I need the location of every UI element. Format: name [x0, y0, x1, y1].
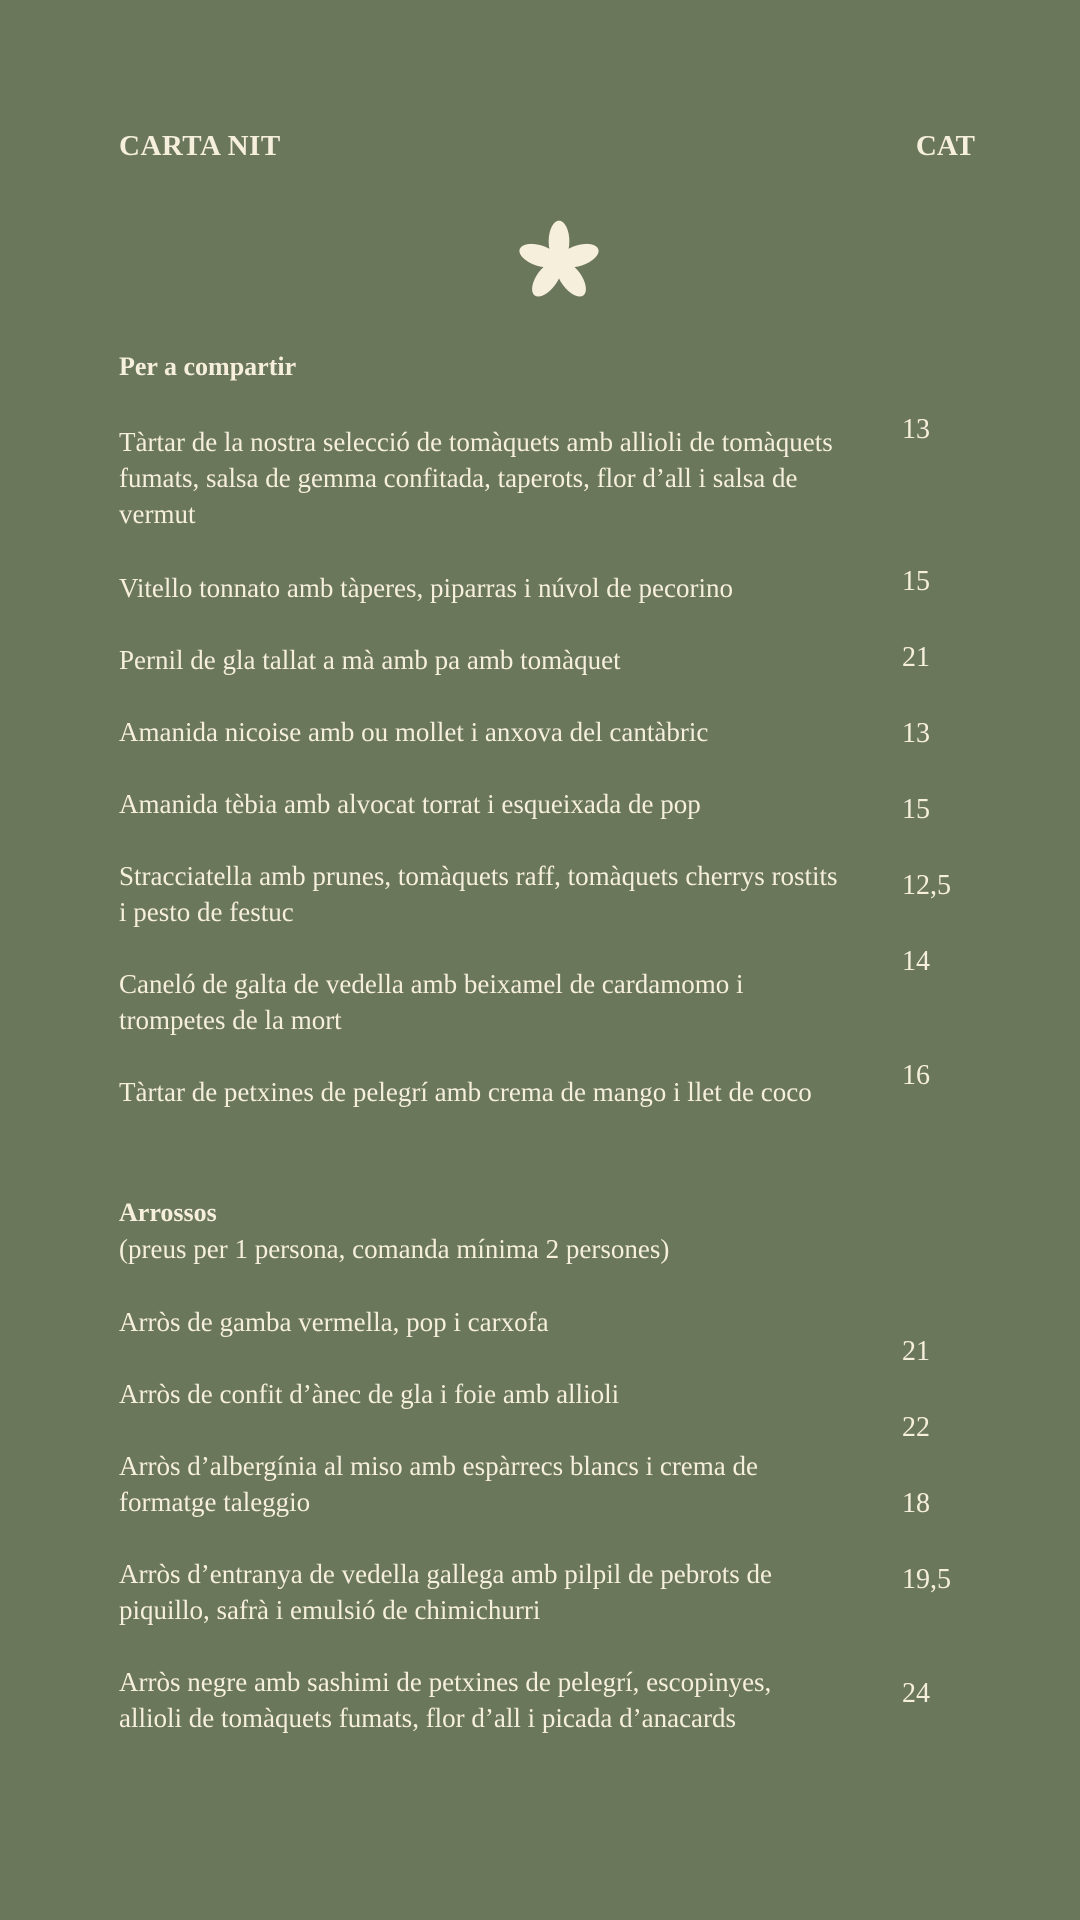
menu-item-name: Vitello tonnato amb tàperes, piparras i núvol de pecorino: [119, 573, 733, 603]
menu-item-name: Stracciatella amb prunes, tomàquets raff, tomàquets cherrys rostits i pesto de festuc: [119, 861, 838, 927]
menu-item-price: 13: [902, 414, 930, 445]
menu-title: CARTA NIT: [119, 130, 281, 162]
menu-item-name: Caneló de galta de vedella amb beixamel de cardamomo i trompetes de la mort: [119, 969, 744, 1035]
menu-item-price: 15: [902, 566, 930, 597]
menu-item-price: 15: [902, 794, 930, 825]
menu-item-name: Arròs de confit d’ànec de gla i foie amb allioli: [119, 1379, 620, 1409]
menu-item-price: 22: [902, 1412, 930, 1443]
menu-item-price: 13: [902, 718, 930, 749]
menu-item-price: 24: [902, 1678, 930, 1709]
menu-item-price: 21: [902, 642, 930, 673]
menu-item-name: Amanida tèbia amb alvocat torrat i esqueixada de pop: [119, 789, 701, 819]
flower-icon: [512, 215, 606, 309]
menu-item-name: Arròs d’entranya de vedella gallega amb pilpil de pebrots de piquillo, safrà i emulsió de chimichurri: [119, 1559, 773, 1625]
section-title-rice: Arrossos: [119, 1198, 217, 1227]
menu-item-name: Pernil de gla tallat a mà amb pa amb tomàquet: [119, 645, 621, 675]
menu-item-name: Arròs negre amb sashimi de petxines de pelegrí, escopinyes, allioli de tomàquets fumats, flor d’all i picada d’anacards: [119, 1667, 772, 1733]
menu-item-price: 18: [902, 1488, 930, 1519]
menu-item-price: 12,5: [902, 870, 951, 901]
menu-item-price: 19,5: [902, 1564, 951, 1595]
menu-item-price: 21: [902, 1336, 930, 1367]
menu-item-name: Arròs de gamba vermella, pop i carxofa: [119, 1307, 549, 1337]
menu-item-name: Arròs d’albergínia al miso amb espàrrecs blancs i crema de formatge taleggio: [119, 1451, 759, 1517]
menu-item-name: Amanida nicoise amb ou mollet i anxova del cantàbric: [119, 717, 709, 747]
menu-item-name: Tàrtar de petxines de pelegrí amb crema de mango i llet de coco: [119, 1077, 812, 1107]
section-note: (preus per 1 persona, comanda mínima 2 persones): [119, 1234, 670, 1264]
menu-item-price: 16: [902, 1060, 930, 1091]
menu-item-name: Tàrtar de la nostra selecció de tomàquets amb allioli de tomàquets fumats, salsa de gemma confitada, taperots, flor d’all i salsa de vermut: [119, 427, 833, 529]
section-title-sharing: Per a compartir: [119, 352, 297, 381]
language-selector[interactable]: CAT: [915, 130, 975, 162]
menu-item-price: 14: [902, 946, 930, 977]
